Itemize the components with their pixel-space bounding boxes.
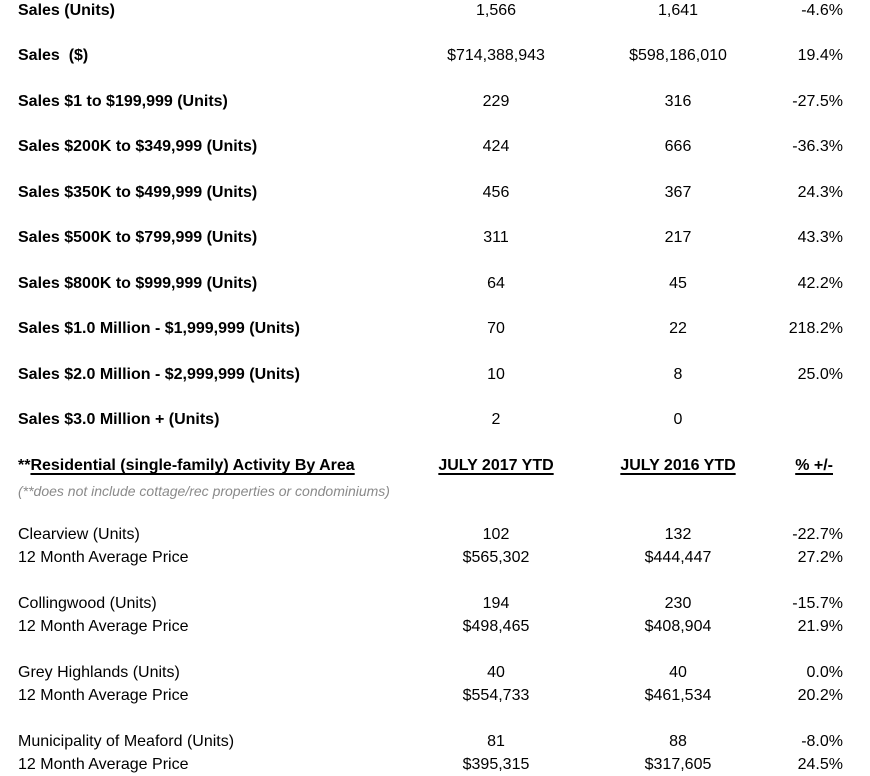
value-pct-change: -15.7% <box>792 594 843 612</box>
row-label: Sales $500K to $799,999 (Units) <box>18 229 258 247</box>
value-july-2016-ytd: $461,534 <box>644 686 712 704</box>
value-pct-change: 0.0% <box>806 663 843 681</box>
value-july-2017-ytd: 10 <box>487 365 505 383</box>
area-activity-row <box>0 615 870 638</box>
sales-summary-row <box>0 398 870 444</box>
value-july-2017-ytd: $554,733 <box>462 686 530 704</box>
value-july-2016-ytd: 666 <box>664 138 692 156</box>
value-pct-change: 42.2% <box>797 274 843 292</box>
value-pct-change: -27.5% <box>792 92 843 110</box>
area-group <box>0 730 870 776</box>
value-july-2016-ytd: 0 <box>673 411 683 429</box>
row-label: 12 Month Average Price <box>18 548 189 566</box>
sales-summary-row <box>0 0 870 34</box>
sales-summary-row <box>0 261 870 307</box>
value-pct-change: 43.3% <box>797 229 843 247</box>
row-label: 12 Month Average Price <box>18 617 189 635</box>
column-header-july-2016-ytd: JULY 2016 YTD <box>620 457 736 474</box>
sales-summary-row <box>0 79 870 125</box>
value-july-2017-ytd: 70 <box>487 320 505 338</box>
value-july-2017-ytd: 456 <box>482 183 510 201</box>
section-header-row <box>0 449 870 483</box>
area-activity-row <box>0 684 870 707</box>
value-pct-change: -8.0% <box>801 732 843 750</box>
value-pct-change: 218.2% <box>788 320 843 338</box>
value-july-2017-ytd: 64 <box>487 274 505 292</box>
sales-summary-row <box>0 307 870 353</box>
sales-summary-row <box>0 216 870 262</box>
area-activity-row <box>0 730 870 753</box>
column-header-july-2017-ytd: JULY 2017 YTD <box>438 457 554 474</box>
row-label: 12 Month Average Price <box>18 686 189 704</box>
column-header-pct-change: % +/- <box>795 457 833 474</box>
sales-summary-row <box>0 125 870 171</box>
row-label: Grey Highlands (Units) <box>18 663 180 681</box>
row-label: Sales $1 to $199,999 (Units) <box>18 92 228 110</box>
row-label: Clearview (Units) <box>18 525 140 543</box>
value-july-2016-ytd: 8 <box>673 365 683 383</box>
value-july-2017-ytd: 1,566 <box>475 1 517 19</box>
value-pct-change: 21.9% <box>797 617 843 635</box>
area-activity-row <box>0 661 870 684</box>
value-july-2017-ytd: $565,302 <box>462 548 530 566</box>
sales-summary-row <box>0 34 870 80</box>
value-july-2017-ytd: $714,388,943 <box>447 47 545 65</box>
sales-summary-row <box>0 352 870 398</box>
value-july-2016-ytd: $317,605 <box>644 755 712 773</box>
value-pct-change: -22.7% <box>792 525 843 543</box>
area-activity-row <box>0 546 870 569</box>
row-label: Sales $200K to $349,999 (Units) <box>18 138 258 156</box>
area-group <box>0 661 870 707</box>
value-july-2016-ytd: 88 <box>669 732 687 750</box>
value-july-2016-ytd: 1,641 <box>657 1 699 19</box>
row-label: Sales $1.0 Million - $1,999,999 (Units) <box>18 320 300 338</box>
area-group <box>0 523 870 569</box>
row-label: Sales $350K to $499,999 (Units) <box>18 183 258 201</box>
value-july-2017-ytd: 194 <box>482 594 510 612</box>
value-july-2016-ytd: 230 <box>664 594 692 612</box>
value-july-2017-ytd: $395,315 <box>462 755 530 773</box>
value-july-2016-ytd: 367 <box>664 183 692 201</box>
section-title <box>18 457 396 475</box>
value-july-2017-ytd: $498,465 <box>462 617 530 635</box>
value-pct-change: -4.6% <box>801 1 843 19</box>
section-title-asterisks: ** <box>18 457 31 474</box>
area-activity-row <box>0 523 870 546</box>
value-pct-change: -36.3% <box>792 138 843 156</box>
value-july-2016-ytd: 45 <box>669 274 687 292</box>
row-label: Sales $3.0 Million + (Units) <box>18 411 220 429</box>
value-july-2017-ytd: 424 <box>482 138 510 156</box>
section-footnote: (**does not include cottage/rec properties or condominiums) <box>18 483 390 499</box>
value-july-2016-ytd: 217 <box>664 229 692 247</box>
row-label: Sales (Units) <box>18 1 115 19</box>
value-july-2016-ytd: 132 <box>664 525 692 543</box>
value-pct-change: 24.5% <box>797 755 843 773</box>
row-label: Sales $2.0 Million - $2,999,999 (Units) <box>18 365 300 383</box>
value-july-2016-ytd: 22 <box>669 320 687 338</box>
value-july-2016-ytd: 316 <box>664 92 692 110</box>
value-july-2017-ytd: 2 <box>491 411 501 429</box>
area-activity-row <box>0 592 870 615</box>
row-label: Sales ($) <box>18 47 89 65</box>
value-pct-change: 27.2% <box>797 548 843 566</box>
row-label: Sales $800K to $999,999 (Units) <box>18 274 258 292</box>
row-label: Municipality of Meaford (Units) <box>18 732 235 750</box>
value-july-2016-ytd: 40 <box>669 663 687 681</box>
value-july-2017-ytd: 102 <box>482 525 510 543</box>
value-pct-change: 19.4% <box>797 47 843 65</box>
value-july-2016-ytd: $598,186,010 <box>629 47 727 65</box>
value-july-2016-ytd: $444,447 <box>644 548 712 566</box>
value-july-2017-ytd: 40 <box>487 663 505 681</box>
row-label: 12 Month Average Price <box>18 755 189 773</box>
value-pct-change: 20.2% <box>797 686 843 704</box>
value-pct-change: 25.0% <box>797 365 843 383</box>
section-title-text: Residential (single-family) Activity By Area <box>30 457 355 474</box>
value-july-2017-ytd: 229 <box>482 92 510 110</box>
value-july-2017-ytd: 81 <box>487 732 505 750</box>
sales-summary-row <box>0 170 870 216</box>
area-activity-table <box>0 523 870 776</box>
value-july-2017-ytd: 311 <box>483 229 509 247</box>
row-label: Collingwood (Units) <box>18 594 157 612</box>
value-pct-change: 24.3% <box>797 183 843 201</box>
area-group <box>0 592 870 638</box>
value-july-2016-ytd: $408,904 <box>644 617 712 635</box>
